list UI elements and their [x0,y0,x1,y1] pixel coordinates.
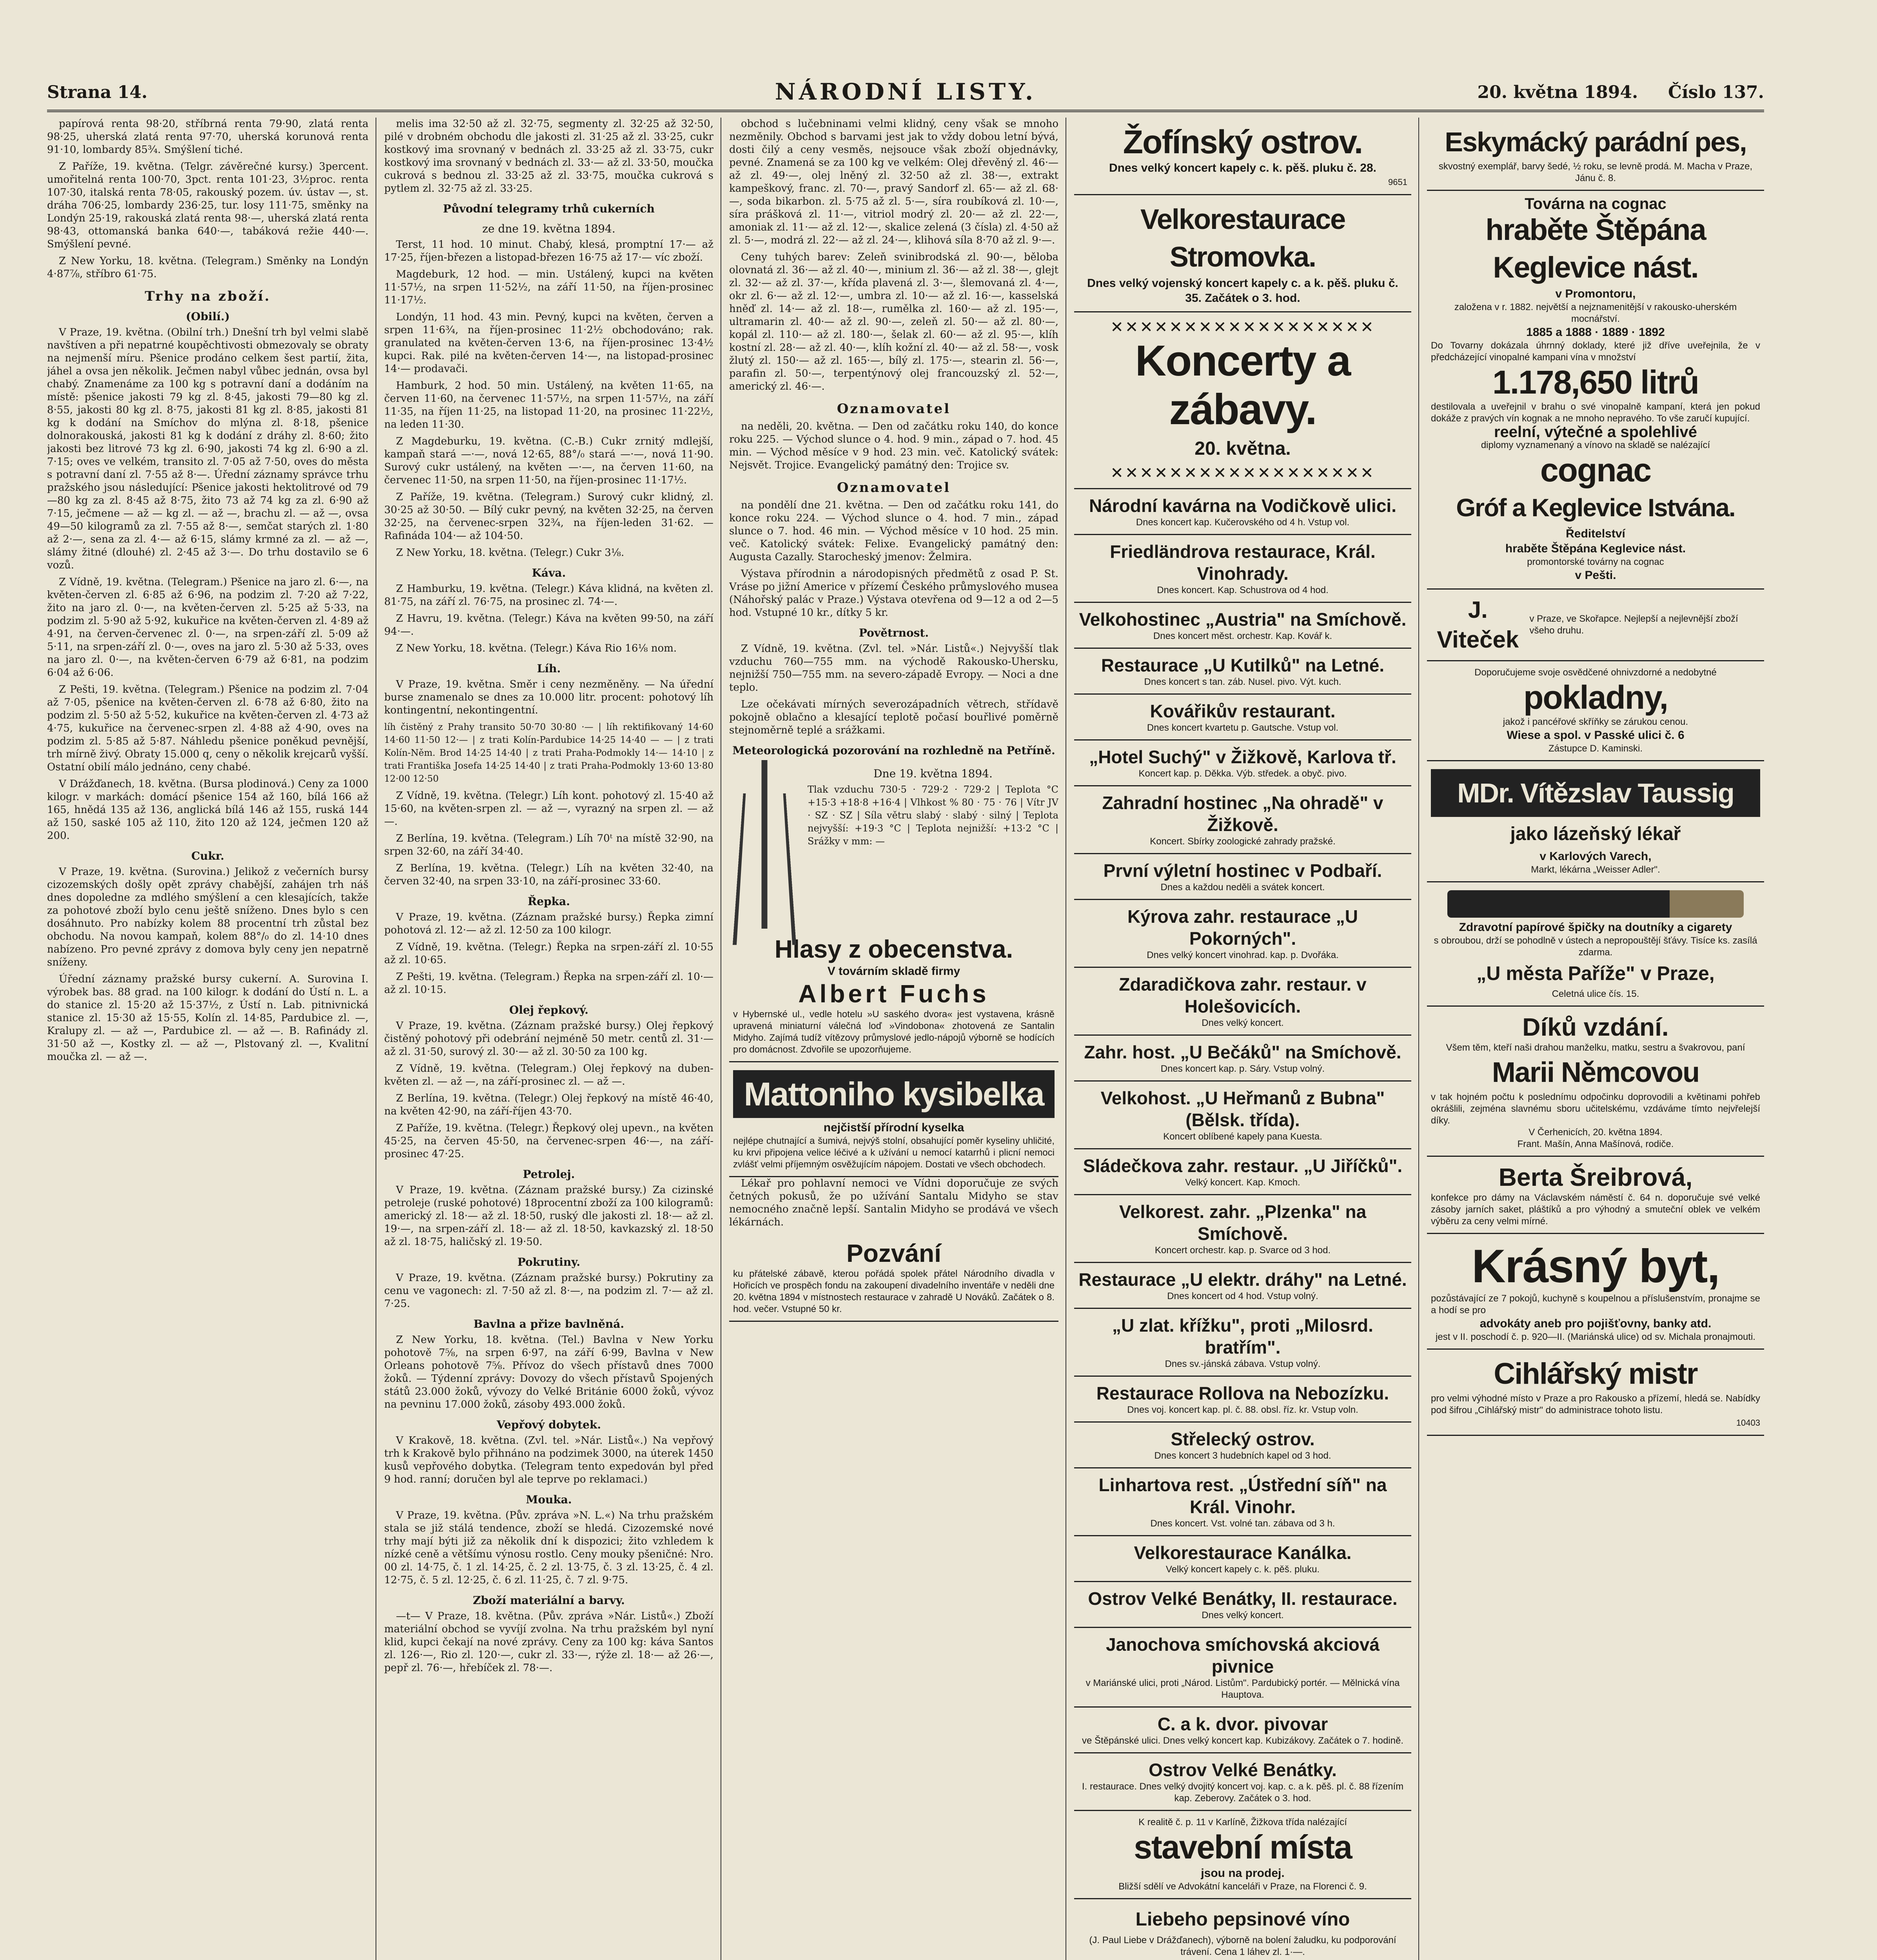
listing-item [1074,1309,1411,1377]
listing-item [1074,1582,1411,1628]
text-paragraph: Hamburk, 2 hod. 50 min. Ustálený, na květen 11·65, na červen 11·60, na červenec 11·57½, na srpen 11·57½, na září 11·35, na říjen 11·25, na listopad 11·20, na prosinec 11·22½, na leden 11·30. [384,380,713,430]
listing-title: Zahr. host. „U Bečáků" na Smíchově. [1084,1042,1401,1062]
listing-title: Restaurace „U elektr. dráhy" na Letné. [1078,1269,1407,1290]
listing-item [1074,1753,1411,1811]
text-paragraph: V Praze, 19. května. (Záznam pražské bursy.) Olej řepkový čistěný pohotový při odebrání nejméně 50 metr. centů zl. 31·— až zl. 31·50, surový zl. 30·— až zl. 30·50 za 100 kg. [384,1020,713,1058]
ad-cognac [1427,191,1764,590]
listing-text: Dnes koncert 3 hudebních kapel od 3 hod. [1154,1450,1331,1461]
ad-text: reelní, výtečné a spolehlivé [1494,423,1697,441]
ad-pozvani [729,1233,1058,1322]
text-paragraph: Z Pešti, 19. května. (Telegram.) Pšenice na podzim zl. 7·04 až 7·05, pšenice na květen-červen zl. 6·78 až 6·80, žito na podzim zl. 5·50 až 5·52, kukuřice na květen-červen zl. 4·73 až 4·75, kukuřice na červenec-srpen zl. 4·88 až 4·90, oves na podzim zl. 5·85 až 5·87. Náhledu pšenice poněkud pevnější, trh mírně živý. Obraty 15.000 q, ceny o několik krejcarů vyšší. Ostatní obilí málo jednáno, ceny chabé. [47,684,369,773]
ad-text: K realitě č. p. 11 v Karlíně, Žižkova třída nalézající [1138,1817,1347,1828]
text-paragraph: Terst, 11 hod. 10 minut. Chabý, klesá, promptní 17·— až 17·25, říjen-březen a listopad-březen 16·75 až 17·— víc zboží. [384,239,713,263]
ad-text: v Hybernské ul., vedle hotelu »U saského dvora« jest vystavena, krásně upravená miniaturní válečná loď »Vindobona« zhotovená ze Santalin Midyho. Zajímá tudíž vítězovy průmyslové jedlo-nápojů výborně se hodících pro domácnost. Zdvořile se upozorňujeme. [733,1009,1055,1055]
listing-title: Velkorestaurace Kanálka. [1134,1543,1352,1563]
ad-pokladny [1427,661,1764,761]
listing-item [1074,1149,1411,1195]
listing-item [1074,1468,1411,1536]
text-paragraph: Z Berlína, 19. května. (Telegram.) Líh 70ᵗ na místě 32·90, na srpen 32·60, na září 34·40. [384,833,713,857]
listing-title: Velkorest. zahr. „Plzenka" na Smíchově. [1119,1201,1367,1244]
text-paragraph: Z Berlína, 19. května. (Telegr.) Olej řepkový na místě 46·40, na květen 42·90, na září-říjen 43·70. [384,1093,713,1117]
ad-text: nejlépe chutnající a šumivá, nejvýš stolní, obsahující poměr kyseliny uhličité, ku krvi připojena velice léčivé a k užívání u nemocí katarrhů i plicní nemoci zvlášť velmi příjemným osvěžujícím nápojem. Dostati ve všech obchodech. [733,1136,1055,1170]
text-paragraph: Z Vídně, 19. května. (Telegram.) Pšenice na jaro zl. 6·—, na květen-červen zl. 6·85 až 6·96, na podzim zl. 7·20 až 7·22, žito na jaro zl. 0·—, na květen-červen zl. 5·25 až 5·33, na podzim zl. 5·90 až 5·92, kukuřice na květen-červen zl. 4·89 až 4·91, na červen-červenec zl. 0·—, na srpen-září zl. 5·09 až 5·11, na srpen-září zl. 0·—, oves na jaro zl. 5·30 až 5·33, oves na jaro zl. 0·—, na květen-červen 6·79 až 6·81, na podzim 6·04 až 6·06. [47,576,369,679]
ad-stromovka [1074,195,1411,312]
listing-text: Dnes koncert. Vst. volné tan. zábava od 3 h. [1150,1518,1335,1529]
ad-title: Žofínský ostrov. [1123,123,1363,160]
ad-text: v Praze, ve Skořapce. Nejlepší a nejlevnější zboží všeho druhu. [1529,613,1738,636]
text-paragraph: melis ima 32·50 až zl. 32·75, segmenty zl. 32·25 až 32·50, pilé v drobném obchodu dle jakosti zl. 31·25 až zl. 33·25, cukr kostkový ima srovnaný v bednách zl. 33·25 až zl. 33·75, cukr kostkový ima srovnaný v bednách zl. 33·— až zl. 33·50, moučka cukrová s bednou zl. 33·25 až zl. 33·75, moučka cukrová s pytlem zl. 32·75 až zl. 33·25. [384,118,713,194]
listing-item [1074,786,1411,854]
subsection-heading: Cukr. [191,849,224,862]
ad-text: Dnes velký vojenský koncert kapely c. a k. pěš. pluku č. 35. Začátek o 3. hod. [1087,277,1398,305]
listing-text: Dnes koncert kap. p. Sáry. Vstup volný. [1160,1063,1325,1074]
listing-item [1074,1536,1411,1582]
ad-koncerty [1074,312,1411,489]
ad-cihlar [1427,1350,1764,1436]
ad-text: pro velmi výhodné místo v Praze a pro Rakousko a přízemí, hledá se. Nabídky pod šifrou „Cihlářský mistr" do administrace tohoto listu. [1431,1393,1760,1416]
ad-text: Ředitelství [1566,527,1625,540]
listing-item [1074,603,1411,649]
text-paragraph: V Praze, 19. května. Směr i ceny nezměněny. — Na úřední burse znamenalo se dnes za 10.000 litr. procent: pohotový líh kontingentní, nekontingentní. [384,679,713,716]
issue-info [1478,82,1764,102]
listing-title: Zdaradičkova zahr. restaur. v Holešovicích. [1119,974,1367,1016]
ad-text: založena v r. 1882. největší a nejznamenitější v rakousko-uherském mocnářství. [1454,302,1737,324]
listing-item [1074,740,1411,786]
ad-title: Hlasy z obecenstva. [774,935,1013,963]
cigarette-holder-icon [1447,890,1744,918]
listing-title: Ostrov Velké Benátky, II. restaurace. [1088,1588,1398,1609]
ad-diky [1427,1007,1764,1157]
listing-text: v Mariánské ulici, proti „Národ. Listům". Pardubický portér. — Mělnická vína Hauptova. [1086,1678,1400,1700]
text-paragraph: Z New Yorku, 18. května. (Telegram.) Směnky na Londýn 4·87⅞, stříbro 61·75. [47,255,369,280]
subsection-heading: Řepka. [528,895,570,908]
subsection-date: ze dne 19. května 1894. [482,222,615,235]
ad-title: pokladny, [1523,679,1668,716]
subsection-heading: Povětrnost. [859,626,929,639]
listing-title: Friedländrova restaurace, Král. Vinohrady. [1110,541,1376,584]
listing-text: ve Štěpánské ulici. Dnes velký koncert kap. Kubizákovy. Začátek o 7. hodině. [1082,1735,1403,1746]
listing-item [1074,1263,1411,1309]
text-paragraph: Z New Yorku, 18. května. (Telegr.) Káva Rio 16⅛ nom. [396,642,677,654]
subsection-heading: Zboží materiální a barvy. [473,1594,625,1607]
ad-title: Liebeho pepsinové víno [1135,1909,1350,1930]
listing-title: Janochova smíchovská akciová pivnice [1106,1634,1380,1677]
text-paragraph: V Praze, 19. května. (Záznam pražské bursy.) Za cizinské petroleje (ruské pohotové) 18procentní zboží za 100 kilogramů: americký zl. 18·— až zl. 18·50, ruský dle jakosti zl. 18·— až zl. 19·—, na srpen-září zl. 18·— až zl. 18·50, kavkazský zl. 18·50 až zl. 18·75, haličský zl. 19·50. [384,1184,713,1248]
ad-zofin [1074,118,1411,195]
ad-berta [1427,1157,1764,1234]
ad-text: Bližší sdělí ve Advokátní kanceláři v Praze, na Florenci č. 9. [1118,1881,1367,1892]
column-5 [1427,118,1764,1960]
listing-title: Restaurace Rollova na Nebozízku. [1096,1383,1389,1403]
ad-vitecek [1427,590,1764,661]
subsection-heading: Vepřový dobytek. [496,1418,601,1431]
subsection-heading: Původní telegramy trhů cukerních [443,202,655,215]
ad-subtitle: nejčistší přírodní kyselka [823,1121,964,1134]
listing-item [1074,1036,1411,1082]
listing-title: Zahradní hostinec „Na ohradě" v Žižkově. [1102,793,1383,835]
column-3 [729,118,1058,1960]
text-paragraph: Z Vídně, 19. května. (Telegr.) Líh kont. pohotový zl. 15·40 až 15·60, na květen-srpen zl. — až —, vyrazný na srpen zl. — až —. [384,790,713,828]
ad-text: jest v II. poschodí č. p. 920—II. (Mariánská ulice) od sv. Michala pronajmouti. [1436,1332,1755,1342]
subsection-heading: Mouka. [526,1493,572,1506]
tower-icon [735,760,794,929]
ad-text: destilovala a uveřejnil v brahu o své vinopalně kampaní, která jen pokud dokáže z pravých vín kognak a ne mnoho nepravého. To vše zaručí kupující. [1431,401,1760,424]
ad-text: jsou na prodej. [1201,1867,1285,1880]
subsection-heading: Pokrutiny. [517,1256,581,1269]
column-rule [1418,118,1419,1960]
subsection-heading: Líh. [537,662,561,675]
ad-litres: 1.178,650 litrů [1492,364,1699,401]
text-paragraph: na pondělí dne 21. května. — Den od začátku roku 141, do konce roku 224. — Východ slunce o 4. hod. 7 min., západ slunce o 7. hod. 46 min. — Východ měsíce v 10 hod. 25 min. več. Katolický svátek: Felixe. Evangelický památný den: Augusta Cazally. Starocheský jmenov: Želmira. [729,499,1058,563]
text-paragraph: Úřední záznamy pražské bursy cukerní. A. Surovina I. výrobek bas. 88 grad. na 100 kilogr. k dodání do Ústí n. L. a do stanice zl. 15·20 až 15·37½, z Ústí n. Lab. pitnivnická stanice zl. 15·30 až 15·55, Kolín zl. 14·85, Pardubice zl. —, Kralupy zl. — až —, Pardubice zl. — až —. B. Rafinády zl. 31·50 až —, Kostky zl. — až —, Plstovaný zl. —, Kvalitní moučka zl. — až —. [47,973,369,1063]
listing-title: Sládečkova zahr. restaur. „U Jiříčků". [1083,1156,1403,1176]
listing-text: Dnes koncert s tan. záb. Nusel. pivo. Výt. kuch. [1144,677,1341,687]
text-paragraph: Ceny tuhých barev: Zeleň svinibrodská zl. 90·—, běloba olovnatá zl. 36·— až zl. 40·—, minium zl. 36·— až zl. 38·—, glejt zl. 32·— až zl. 37·—, křída plavená zl. 3·—, šlemovaná zl. 4·—, okr zl. 6·— až zl. 12·—, umbra zl. 10·— až zl. 16·—, kasselská hněď zl. 14·— až zl. 18·—, rumělka zl. 160·— až zl. 195·—, ultramarin zl. 40·— až zl. 90·—, zeleň zl. 50·— až zl. 80·—, kopál zl. 110·— až zl. 180·—, šelak zl. 60·— až zl. 95·—, klíh kostní zl. 28·— až zl. 40·—, klíh kožní zl. 40·— až zl. 58·—, vosk žlutý zl. 150·— až zl. 165·—, bílý zl. 175·—, stearin zl. 56·—, parafin zl. 50·—, terpentýnový olej francouzský zl. 52·—, americký zl. 46·—. [729,251,1058,392]
text-paragraph: Z Pešti, 19. května. (Telegram.) Řepka na srpen-září zl. 10·— až zl. 10·15. [384,971,713,996]
subsection-heading: Olej řepkový. [509,1004,588,1016]
ad-code: 9651 [1388,177,1407,187]
listing-text: I. restaurace. Dnes velký dvojitý koncert voj. kap. c. a k. pěš. pl. č. 88 řízením kap. Zeberovy. Začátek o 3. hod. [1082,1781,1404,1804]
text-paragraph: V Praze, 19. května. (Obilní trh.) Dnešní trh byl velmi slabě navštíven a při nepatrné koupěchtivosti obmezovaly se obraty na nejmenší míru. Pšenice prodáno celkem šest partií, žita, jáhel a ovsa jen několik. Ječmen nabyl vůbec jednán, ovsa byl chabý. Znamenáme za 100 kg s potravní daní a dodáním na místě: pšenice jakosti 79 kg zl. 8·45, jakosti 79—80 kg zl. 8·55, jakosti 80 kg zl. 8·75, jakosti 81 kg zl. 8·85, jakosti 81 kg k dodání na Smíchov do mlýna zl. 8·18, pšenice dolnorakouská, jakosti 81 kg k dodání z dráhy zl. 8·60; žito jakosti bez litrové 73 kg zl. 6·90, jakosti 74 kg zl. 6·90 a zl. 7·15; oves ve velkém, transito zl. 7·05 až 7·50, oves do města s potravní daní zl. 7·55 až 8·—. Úřední záznamy správce trhu pražského jsou následující: Pšenice jakosti hektolitrové od 79—80 kg za zl. 8·45 až 8·75, žito 73 až 74 kg za zl. 6·90 až 7·15, ječmene — až — kg zl. — až —, brachu zl. — až —, ovsa 49—50 kilogramů za zl. 7·55 až 8·—, semčat starých zl. 1·80 až 2·—, sena za zl. 4·— až 6·15, slámy krmné za zl. — až —, slámy žitné (dlouhé) zl. 2·45 až 3·—. Do trhu dostavilo se 6 vozů. [47,327,369,571]
ad-text: Všem těm, kteří naši drahou manželku, matku, sestru a švakrovou, paní [1446,1042,1745,1053]
listing-item [1074,968,1411,1036]
ad-text: Do Tovarny dokázala úhrnný doklady, které již dříve uveřejnila, že v předcházející vinopalné kampani vína v množství [1431,340,1760,363]
listing-text: Dnes koncert kap. Kučerovského od 4 h. Vstup vol. [1136,517,1350,528]
ad-text: (J. Paul Liebe v Drážďanech), výborně na bolení žaludku, ku podporování trávení. Cena 1 láhev zl. 1·—. [1089,1935,1396,1957]
text-paragraph: Z Paříže, 19. května. (Telegram.) Surový cukr klidný, zl. 30·25 až 30·50. — Bílý cukr pevný, na květen 32·25, na červen 32·25, na červenec-srpen 32¾, na říjen-leden 31·62. — Rafináda 104·— až 104·50. [384,491,713,542]
listing-item [1074,489,1411,535]
meteo-values: Tlak vzduchu 730·5 · 729·2 · 729·2 | Teplota °C +15·3 +18·8 +16·4 | Vlhkost % 80 · 75 · 76 | Vítr JV · SZ · SZ | Síla větru slabý · slabý · silný | Teplota nejvyšší: +19·3 °C | Teplota nejnižší: +13·2 °C | Srážky v mm: — [808,784,1058,847]
ad-code: 10403 [1736,1418,1760,1428]
text-paragraph: —t— V Praze, 18. května. (Pův. zpráva »Nár. Listů«.) Zboží materiální obchod se vyvíjí zvolna. Na trhu pražském byl nyní klid, kupci čekají na nové zprávy. Ceny za 100 kg: káva Santos zl. 126·—, Rio zl. 120·—, cukr zl. 33·—, rýže zl. 18·— až 26·—, pepř zl. 76·—, hřebíček zl. 78·—. [384,1610,713,1674]
text-paragraph: Z Berlína, 19. května. (Telegr.) Líh na květen 32·40, na červen 32·40, na srpen 33·10, na září-prosinec 33·60. [384,862,713,887]
text-paragraph: V Praze, 19. května. (Záznam pražské bursy.) Pokrutiny za cenu ve vagonech: zl. 7·50 až zl. 8·—, na podzim zl. 7·— až zl. 7·25. [384,1272,713,1310]
ad-text: V továrním skladě firmy [827,965,960,978]
listing-item [1074,695,1411,740]
listing-item [1074,1708,1411,1753]
ad-byt [1427,1234,1764,1350]
listing-title: „U zlat. křížku", proti „Milosrd. bratřím". [1112,1315,1373,1357]
ad-company: Wiese a spol. v Passké ulici č. 6 [1507,729,1685,742]
column-2 [384,118,713,1960]
text-paragraph: V Praze, 19. května. (Surovina.) Jelikož z večerních bursy cizozemských došly opět zprávy chabější, zahájen trh náš dnes dopoledne za mdlého smýšlení a cen klesajících, takže za pohotové zboží bylo cenu ještě sníženo. Dnes bylo s cen dosáhnuto. Pro nabízky kolem 88 procentní trh zůstal bez obchodu. Na novou kampaň, kolem 88°/₀ do zl. 14·10 dnes nabízeno. Pro pevné zprávy z domova byly ceny jen nepatrně sníženy. [47,866,369,968]
listing-text: Dnes koncert kvartetu p. Gautsche. Vstup vol. [1147,722,1339,733]
listing-text: Dnes voj. koncert kap. pl. č. 88. obsl. říz. kr. Vstup voln. [1127,1405,1358,1415]
ad-pes [1427,118,1764,191]
listing-title: „Hotel Suchý" v Žižkově, Karlova tř. [1089,747,1396,767]
listing-text: Dnes velký koncert. [1202,1018,1284,1028]
listing-title: Linhartova rest. „Ústřední síň" na Král. Vinohr. [1098,1475,1387,1517]
ad-text: jakož i pancéřové skříňky se zárukou cenou. [1503,717,1688,727]
ad-text: konfekce pro dámy na Václavském náměstí č. 64 n. doporučuje své velké zásoby jarních saket, pláštíků a pro výhodný a smuteční oblek ve velkém výběru za ceny velmi mírné. [1431,1192,1760,1227]
border-ornament: ✕✕✕✕✕✕✕✕✕✕✕✕✕✕✕✕✕✕ [1110,465,1375,482]
ad-text: pozůstávající ze 7 pokojů, kuchyně s koupelnou a příslušenstvím, pronajme se a hodí se pro [1431,1293,1760,1316]
ad-text: ku přátelské zábavě, kterou pořádá spolek přátel Národního divadla v Hořicích ve prospěch fondu na zakoupení divadelního inventáře v neděli dne 20. května 1894 v místnostech restaurace v zahradě U Nováků. Začátek o 8. hod. večer. Vstupné 50 kr. [733,1269,1055,1314]
listing-text: Koncert. Sbírky zoologické zahrady pražské. [1150,836,1336,847]
listing-item [1074,1423,1411,1468]
ad-title: Mattoniho kysibelka [744,1076,1044,1112]
price-table: líh čistěný z Prahy transito 50·70 30·80 ·— | líh rektifikovaný 14·60 14·60 11·50 12·— | z trati Kolín-Pardubice 14·25 14·40 — — | z trati Kolín-Něm. Brod 14·25 14·40 | z trati Praha-Podmokly 14·— 14·10 | z trati Františka Josefa 14·25 14·40 | z trati Praha-Podmokly 13·60 13·80 12·00 12·50 [384,722,713,784]
text-paragraph: Z Paříže, 19. května. (Telgr. závěrečné kursy.) 3percent. umořitelná renta 100·70, 3pct. renta 101·23, 3½proc. renta 107·30, italská renta 78·05, rakouský pozem. úv. ústav —, st. dráha 706·25, lombardy 236·25, tur. losy 111·75, směnky na Londýn 25·19, rakouská zlatá renta 98·—, uherská zlatá renta 98·43, ottomanská banka 640·—, tabáková režie 440·—. Smýšlení pevné. [47,161,369,250]
ad-title: Továrna na cognac [1525,195,1666,212]
listing-item [1074,649,1411,695]
ad-text: promontorské továrny na cognac [1527,557,1664,567]
listing-item [1074,900,1411,968]
ad-title: Krásný byt, [1472,1240,1719,1292]
listing-text: Dnes sv.-jánská zábava. Vstup volný. [1165,1359,1321,1369]
listing-text: Velký koncert. Kap. Kmoch. [1185,1177,1300,1188]
ad-title-box [1431,769,1760,817]
ad-taussig [1427,761,1764,882]
ad-title: cognac [1540,452,1651,488]
text-paragraph: Z Havru, 19. května. (Telegr.) Káva na květen 99·50, na září 94·—. [384,613,713,637]
ad-text: Celetná ulice čís. 15. [1552,989,1639,999]
text-paragraph: V Praze, 19. května. (Záznam pražské bursy.) Řepka zimní pohotová zl. 12·— až zl. 12·50 za 100 kilogr. [384,911,713,936]
text-paragraph: V Krakově, 18. května. (Zvl. tel. »Nár. Listů«.) Na vepřový trh k Krakově bylo přihnáno na podzimek 3000, na úterek 1450 kusů vepřového dobytka. (Telegram tento expedován byl před 9 hod. ranní; doručen byl ale teprve po reklamaci.) [384,1435,713,1485]
subsection-heading: Petrolej. [523,1168,575,1181]
ad-text: hraběte Štěpána Keglevice nást. [1505,542,1686,555]
ad-company: Albert Fuchs [798,980,989,1008]
subsection-heading: Káva. [532,566,566,579]
listing-text: Dnes koncert. Kap. Schustrova od 4 hod. [1157,585,1329,595]
ad-text: v tak hojném počtu k poslednímu odpočinku doprovodili a květinami pohřeb okrášlili, zejména slavnému sboru učitelskému, vzdáváme tímto nejvřelejší díky. [1431,1092,1760,1126]
listing-title: Kovářikův restaurant. [1150,701,1336,721]
ad-text: v Promontoru, [1555,287,1636,300]
listing-title: Střelecký ostrov. [1171,1429,1315,1449]
subsection-heading: (Obilí.) [185,310,230,323]
listing-title: Velkohost. „U Heřmanů z Bubna" (Bělsk. třída). [1100,1088,1385,1130]
ad-text: s obroubou, drží se pohodlně v ústech a nepropouštějí šťávy. Tisíce ks. zasílá zdarma. [1434,935,1757,958]
listing-text: Koncert orchestr. kap. p. Svarce od 3 hod. [1155,1245,1331,1256]
listing-text: Dnes koncert od 4 hod. Vstup volný. [1167,1291,1318,1301]
text-paragraph: Lékař pro pohlavní nemoci ve Vídni doporučuje ze svých četných pokusů, že po užívání Santalu Midyho se stav nemocného značně lepší. Santalin Midyho se prodává ve všech lékárnách. [729,1178,1058,1228]
ad-title: Zdravotní papírové špičky na doutníky a cigarety [1459,921,1732,934]
listing-text: Dnes velký koncert. [1202,1610,1284,1621]
text-paragraph: Z Vídně, 19. května. (Telegram.) Olej řepkový na duben-květen zl. — až —, na září-prosinec zl. — až —. [384,1063,713,1087]
ad-text: Doporučujeme svoje osvědčené ohnivzdorné a nedobytné [1474,667,1717,678]
newspaper-title: NÁRODNÍ LISTY. [775,78,1037,105]
ad-text: v Pešti. [1575,569,1616,582]
ad-title-box [733,1070,1055,1118]
ad-title: J. Viteček [1437,597,1519,653]
listing-title: C. a k. dvor. pivovar [1157,1714,1328,1734]
issue-date: 20. května 1894. [1477,82,1638,102]
ad-spicky [1427,882,1764,1007]
ad-stavebni-mista [1074,1811,1411,1899]
listing-title: Kýrova zahr. restaurace „U Pokorných". [1127,906,1358,949]
text-paragraph: Z Paříže, 19. května. (Telegr.) Řepkový olej upevn., na květen 45·25, na červen 45·50, na červenec-srpen 46·—, na září-prosinec 47·25. [384,1122,713,1160]
meteo-date: Dne 19. května 1894. [873,767,993,780]
listing-item [1074,535,1411,603]
ad-text: Frant. Mašín, Anna Mašínová, rodiče. [1517,1139,1674,1149]
ad-company: hraběte Štěpána Keglevice nást. [1485,213,1706,284]
ad-mattoni [729,1062,1058,1177]
ad-text: diplomy vyznamenaný a vínovo na skladě se nalézající [1481,440,1710,450]
listing-title: Národní kavárna na Vodičkově ulici. [1089,495,1396,516]
column-1 [47,118,369,1960]
subsection-heading: Meteorologická pozorování na rozhledně na Petříně. [732,744,1055,757]
listing-text: Dnes velký koncert vinohrad. kap. p. Dvořáka. [1147,950,1339,960]
text-paragraph: Z Magdeburku, 19. května. (C.-B.) Cukr zrnitý mdlejší, kampaň stará —·—, nová 12·65, 88°/₀ stará —·—, nová 11·90. Surový cukr ustálený, na květen —·—, na červen 11·60, na červenec 11·50, na srpen 11·50, na říjen-prosinec 11·17½. [384,436,713,486]
ad-text: Zástupce D. Kaminski. [1548,743,1643,754]
text-paragraph: obchod s lučebninami velmi klidný, ceny však se mnoho nezměnily. Obchod s barvami jest jak to vždy dobou letní bývá, dosti čilý a ceny vesměs, nejsouce však zboží objednávky, pevné. Znamená se za 100 kg ve velkém: Olej dřevěný zl. 46·— až zl. 49·—, olej lněný zl. 32·50 až zl. 38·—, extrakt kampeškový, franc. zl. 70·—, pravý Sandorf zl. 65·— až zl. 68·—, soda bikarbon. zl. 5·75 až zl. 5·—, síra roubíková zl. 10·—, síra prášková zl. 11·—, vitriol modrý zl. 20·— až zl. 22·—, amoniak zl. 11·— až zl. 12·—, skalice zelená (3 čísla) zl. 4·50 až zl. 5·—, modrá zl. 22·— až zl. 24·—, klihová síla 8·70 až zl. 9·—. [729,118,1058,246]
listing-text: Koncert kap. p. Děkka. Výb. středek. a obyč. pivo. [1138,768,1347,779]
text-paragraph: V Praze, 19. května. (Pův. zpráva »N. L.«) Na trhu pražském stala se již stálá tendence, zboží se hledá. Cizozemské nové trhy mají býti již za několik dní k dispozici; žito vzhledem k nízké ceně a většímu výnosu rostlo. Ceny mouky pšeničné: Nro. 00 zl. 14·75, č. 1 zl. 14·25, č. 2 zl. 13·75, č. 3 zl. 13·25, č. 4 zl. 12·75, č. 5 zl. 12·25, č. 6 zl. 11·25, č. 7 zl. 9·75. [384,1510,713,1586]
section-heading: Trhy na zboží. [145,289,271,304]
text-paragraph: V Drážďanech, 18. května. (Bursa plodinová.) Ceny za 1000 kilogr. v markách: domácí pšenice 154 až 160, bílá 166 až 165, hnědá 135 až 136, anglická bílá 146 až 155, ruská 144 až 150, saské 105 až 110, žito 120 až 124, ječmen 120 až 200. [47,778,369,842]
section-heading: Oznamovatel [837,480,951,495]
ad-title: Koncerty a zábavy. [1135,337,1351,434]
text-paragraph: Lze očekávati mírných severozápadních větrech, střídavě pokojně oblačno a klesající teplotě počasí bouřlivé poměrně stejnoměrně teplé a srážkami. [729,699,1058,736]
text-paragraph: Magdeburk, 12 hod. — min. Ustálený, kupci na květen 11·57½, na srpen 11·52½, na září 11·50, na říjen-prosinec 11·17½. [384,269,713,306]
ad-title: stavební místa [1134,1829,1352,1866]
border-ornament: ✕✕✕✕✕✕✕✕✕✕✕✕✕✕✕✕✕✕ [1110,319,1375,336]
ad-pepsin [1074,1899,1411,1960]
listing-title: Ostrov Velké Benátky. [1149,1760,1337,1780]
listing-item [1074,854,1411,900]
issue-number: Číslo 137. [1668,82,1764,102]
text-paragraph: papírová renta 98·20, stříbrná renta 79·90, zlatá renta 98·25, uherská zlatá renta 97·70, uherská korunová renta 91·10, lombardy 85¾. Smýšlení tiché. [47,118,369,156]
petrin-tower-illustration [729,760,800,929]
section-heading: Oznamovatel [837,401,951,417]
ad-title: Pozvání [846,1239,941,1267]
listing-item [1074,1377,1411,1423]
masthead [47,59,1764,112]
ad-title: MDr. Vítězslav Taussig [1457,778,1734,808]
listing-title: Restaurace „U Kutilků" na Letné. [1101,655,1385,675]
text-paragraph: Z Vídně, 19. května. (Zvl. tel. »Nár. Listů«.) Nejvyšší tlak vzduchu 760—755 mm. na východě Rakousko-Uhersku, nejnižší 750—755 mm. na severo-západě Evropy. — Noci a dne teplo. [729,643,1058,693]
ad-title: Díků vzdání. [1522,1013,1669,1041]
listing-text: Dnes koncert měst. orchestr. Kap. Kovář k. [1153,631,1332,641]
ad-title: Velkorestaurace Stromovka. [1140,204,1345,273]
ad-company: Gróf a Keglevice Istvána. [1456,494,1735,522]
text-paragraph: Z Vídně, 19. května. (Telegr.) Řepka na srpen-září zl. 10·55 až zl. 10·65. [384,941,713,966]
ad-date: 20. května. [1194,438,1291,459]
text-paragraph: Londýn, 11 hod. 43 min. Pevný, kupci na květen, červen a srpen 11·6¾, na říjen-prosinec 11·2½ obchodováno; rak. granulated na květen-červen 13·6, na říjen-prosinec 13·4½ kupci. Rak. pilé na květen-červen 14·—, na listopad-prosinec 14·— prodavači. [384,311,713,375]
listing-item [1074,1082,1411,1149]
listing-text: Koncert oblíbené kapely pana Kuesta. [1163,1131,1322,1142]
text-paragraph: Z New Yorku, 18. května. (Telegr.) Cukr 3⅛. [396,547,624,559]
text-paragraph: Výstava přírodnin a národopisných předmětů z osad P. St. Vráse po jižní Americe v přízemí Českého průmyslového musea (Náhořský palác v Praze.) Výstava otevřena od 9—12 a od 2—5 hod. Vstupné 10 kr., dítky 5 kr. [729,568,1058,619]
column-4 [1074,118,1411,1960]
text-paragraph: na neděli, 20. května. — Den od začátku roku 140, do konce roku 225. — Východ slunce o 4. hod. 9 min., západ o 7. hod. 45 min. — Východ měsíce v 9 hod. 23 min. več. Katolický svátek: Nejsvět. Trojice. Evangelický památný den: Trojice sv. [729,421,1058,471]
listing-text: Dnes a každou neděli a svátek koncert. [1160,882,1325,893]
meteo-table [808,760,1058,852]
ad-text: skvostný exemplář, barvy šedé, ½ roku, se levně prodá. M. Macha v Praze, Jánu č. 8. [1438,161,1753,183]
listing-text: Velký koncert kapely c. k. pěš. pluku. [1165,1564,1320,1575]
listing-item [1074,1195,1411,1263]
ad-text: Dnes velký koncert kapely c. k. pěš. pluku č. 28. [1109,162,1376,174]
ad-text: Markt, lékárna „Weisser Adler". [1531,864,1660,875]
ad-name: Marii Němcovou [1492,1057,1699,1088]
page-number: Strana 14. [47,82,148,102]
ad-hlasy [729,929,1058,1062]
ad-text: jako lázeňský lékař [1510,824,1681,844]
text-paragraph: Z Hamburku, 19. května. (Telegr.) Káva klidná, na květen zl. 81·75, na září zl. 76·75, na prosinec zl. 74·—. [384,583,713,608]
listing-title: Velkohostinec „Austria" na Smíchově. [1079,609,1407,630]
listing-item [1074,1628,1411,1708]
ad-text: v Karlových Varech, [1539,850,1652,863]
ad-text: V Čerhenicích, 20. května 1894. [1528,1127,1663,1138]
ad-title: Cihlářský mistr [1494,1357,1697,1390]
ad-title: Eskymácký parádní pes, [1445,127,1746,157]
ad-title: Berta Šreibrová, [1498,1163,1693,1191]
text-paragraph: Z New Yorku, 18. května. (Tel.) Bavlna v New Yorku pohotově 7⅝, na srpen 6·97, na září 6·99, Bavlna v New Orleans pohotově 7⅝. Přívoz do všech přístavů dnes 7000 žoků. — Týdenní zprávy: Dovozy do všech přístavů Spojených států 23.000 žoků, vývozy do Velké Británie 6000 žoků, vývoz na pevninu 17.000 žoků, zásoby 493.000 žoků. [384,1334,713,1410]
ad-text: advokáty aneb pro pojišťovny, banky atd. [1479,1317,1712,1330]
subsection-heading: Bavlna a přize bavlněná. [473,1318,624,1330]
ad-medal-years: 1885 a 1888 · 1889 · 1892 [1526,326,1665,339]
meteo-block [729,760,1058,929]
ad-company: „U města Paříže" v Praze, [1476,962,1715,984]
listing-title: První výletní hostinec v Podbaří. [1103,860,1382,881]
